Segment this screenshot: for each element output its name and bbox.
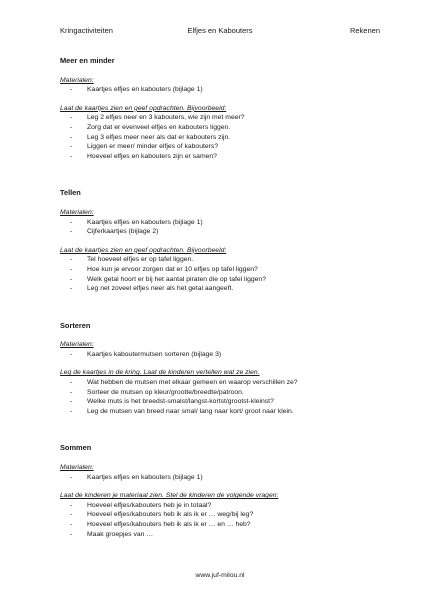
list-item <box>60 113 390 123</box>
section-title: Meer en minder <box>60 56 115 65</box>
bullet-dash: - <box>70 379 73 387</box>
list-item-text: Leg de mutsen van breed naar smal/ lang naar kort/ groot naar klein. <box>87 407 294 415</box>
list-item-text: Hoeveel elfjes/kabouters heb ik als ik er … weg/bij leg? <box>87 511 254 519</box>
section-title: Sorteren <box>60 320 91 330</box>
list-item-text: Tel hoeveel elfjes er op tafel liggen. <box>87 256 194 264</box>
list-item <box>60 85 390 95</box>
list-item-text: Kaartjes elfjes en kabouters (bijlage 1) <box>87 218 203 226</box>
instructions-heading: Leg de kaartjes in de kring. Laat de kinderen vertellen wat ze zien. <box>60 369 260 377</box>
list-item <box>60 255 390 265</box>
document-body <box>60 56 390 566</box>
list-item-text: Sorteer de mutsen op kleur/grootte/breedte/patroon. <box>87 388 244 396</box>
instructions-heading: Laat de kinderen je materiaal zien. Stel de kinderen de volgende vragen: <box>60 492 279 500</box>
list-item-text: Hoeveel elfjes/kabouters heb je in totaal? <box>87 501 212 509</box>
list-item <box>60 275 390 285</box>
list-item <box>60 501 390 511</box>
bullet-dash: - <box>70 133 73 141</box>
list-item-text: Welke muts is het breedst-smalst/langst-kortst/grootst-kleinst? <box>87 398 274 406</box>
list-item <box>60 473 390 483</box>
instructions-list <box>60 378 390 416</box>
list-item-text: Maak groepjes van … <box>87 530 154 538</box>
list-item-text: Hoeveel elfjes en kabouters zijn er samen? <box>87 152 217 160</box>
bullet-dash: - <box>70 501 73 509</box>
bullet-dash: - <box>70 473 73 481</box>
list-item <box>60 378 390 388</box>
header-title: Elfjes en Kabouters <box>187 26 253 35</box>
list-item <box>60 265 390 275</box>
list-item-text: Leg net zoveel elfjes neer als het getal aangeeft. <box>87 285 234 293</box>
section-title: Tellen <box>60 188 81 198</box>
bullet-dash: - <box>70 86 73 94</box>
header-subject: Rekenen <box>349 26 380 35</box>
bullet-dash: - <box>70 152 73 160</box>
list-item-text: Kaartjes kaboutermutsen sorteren (bijlage 3) <box>87 350 222 358</box>
materials-heading: Materialen: <box>60 76 94 84</box>
materials-list <box>60 85 390 95</box>
header-category: Kringactiviteiten <box>60 26 113 35</box>
section <box>60 443 390 539</box>
footer-url: www.juf-milou.nl <box>195 572 245 579</box>
list-item-text: Leg 3 elfjes meer neer als dat er kabouters zijn. <box>87 133 231 141</box>
list-item <box>60 397 390 407</box>
section <box>60 56 390 161</box>
list-item <box>60 133 390 143</box>
materials-heading: Materialen: <box>60 208 94 216</box>
list-item <box>60 227 390 237</box>
instructions-list <box>60 501 390 539</box>
list-item <box>60 520 390 530</box>
list-item <box>60 530 390 540</box>
instructions-heading: Laat de kaartjes zien en geef opdrachten. Bijvoorbeeld: <box>60 104 227 112</box>
list-item-text: Hoe kun je ervoor zorgen dat er 10 elfjes op tafel liggen? <box>87 265 258 273</box>
instructions-list <box>60 113 390 161</box>
list-item-text: Hoeveel elfjes/kabouters heb ik als ik er … en … heb? <box>87 521 251 528</box>
list-item <box>60 218 390 228</box>
bullet-dash: - <box>70 511 73 519</box>
list-item <box>60 152 390 162</box>
list-item <box>60 284 390 294</box>
section <box>60 321 390 417</box>
list-item <box>60 510 390 520</box>
list-item-text: Welk getal hoort er bij het aantal piraten die op tafel liggen? <box>87 275 266 283</box>
materials-heading: Materialen: <box>60 464 94 472</box>
materials-heading: Materialen: <box>60 341 94 349</box>
list-item-text: Wat hebben de mutsen met elkaar gemeen en waarop verschillen ze? <box>87 379 298 387</box>
bullet-dash: - <box>70 285 73 293</box>
bullet-dash: - <box>70 218 73 226</box>
bullet-dash: - <box>70 530 73 538</box>
bullet-dash: - <box>70 350 73 358</box>
bullet-dash: - <box>70 398 73 406</box>
list-item-text: Leg 2 elfjes neer en 3 kabouters, wie zijn met meer? <box>87 114 245 122</box>
list-item <box>60 350 390 360</box>
bullet-dash: - <box>70 123 73 131</box>
section <box>60 188 390 293</box>
bullet-dash: - <box>70 114 73 122</box>
list-item <box>60 123 390 133</box>
instructions-heading: Laat de kaartjes zien en geef opdrachten. Bijvoorbeeld: <box>60 246 227 254</box>
bullet-dash: - <box>70 256 73 264</box>
section-title: Sommen <box>60 443 92 453</box>
list-item-text: Zorg dat er evenveel elfjes en kabouters liggen. <box>87 123 231 131</box>
materials-list <box>60 473 390 483</box>
bullet-dash: - <box>70 143 73 151</box>
bullet-dash: - <box>70 407 73 415</box>
bullet-dash: - <box>70 388 73 396</box>
bullet-dash: - <box>70 521 73 528</box>
bullet-dash: - <box>70 265 73 273</box>
bullet-dash: - <box>70 228 73 236</box>
list-item <box>60 388 390 398</box>
list-item-text: Kaartjes elfjes en kabouters (bijlage 1) <box>87 86 203 94</box>
list-item <box>60 407 390 417</box>
page-header <box>60 26 380 38</box>
instructions-list <box>60 255 390 293</box>
bullet-dash: - <box>70 275 73 283</box>
list-item-text: Kaartjes elfjes en kabouters (bijlage 1) <box>87 473 203 481</box>
list-item-text: Cijferkaartjes (bijlage 2) <box>87 228 159 236</box>
list-item-text: Liggen er meer/ minder elfjes of kabouters? <box>87 143 219 151</box>
list-item <box>60 142 390 152</box>
materials-list <box>60 350 390 360</box>
materials-list <box>60 218 390 237</box>
